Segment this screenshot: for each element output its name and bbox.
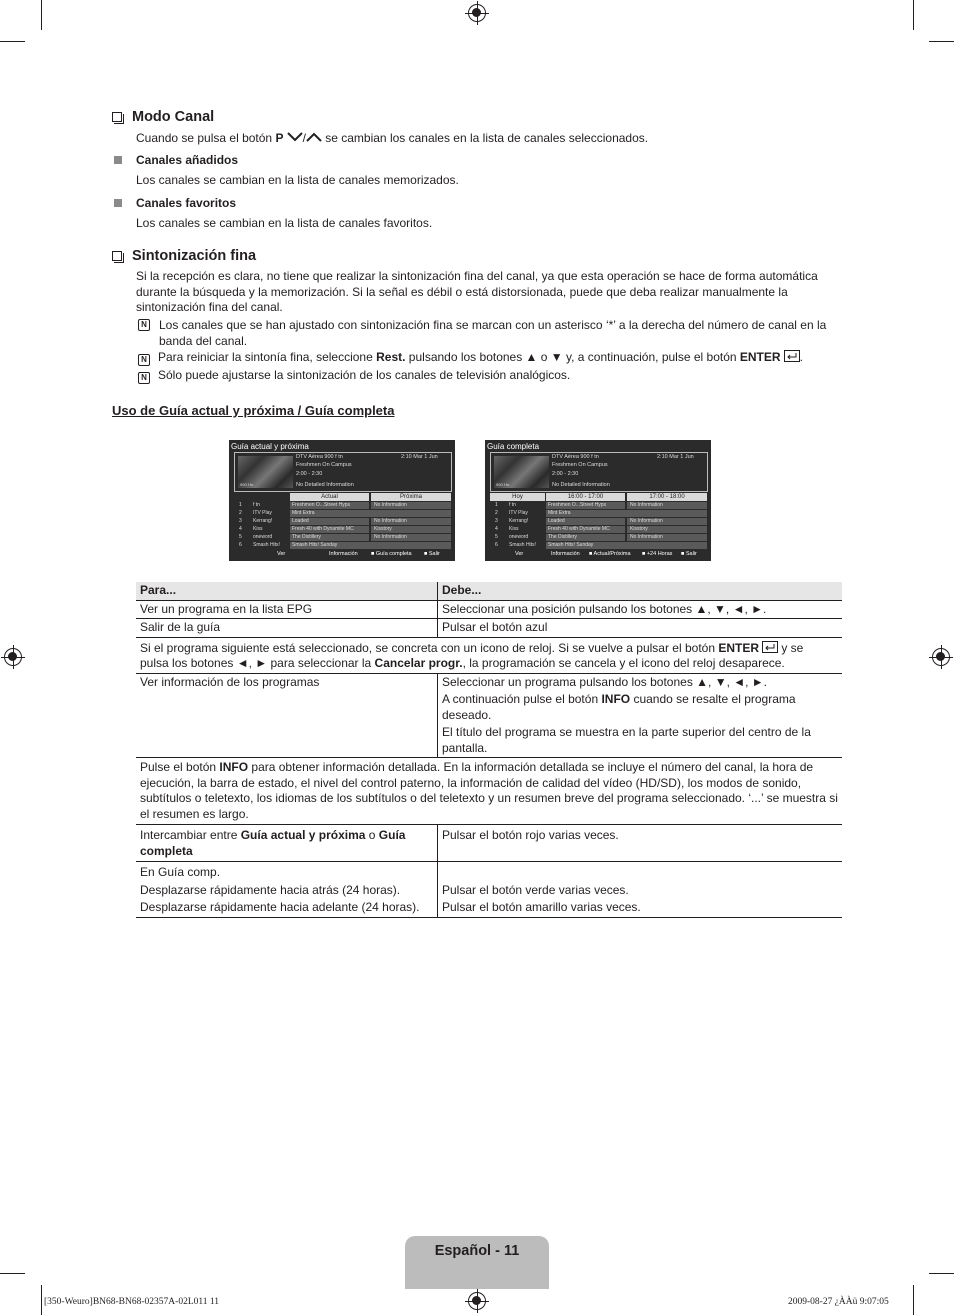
epg-cell-text: ITV Play <box>253 510 272 516</box>
epg-cell-text: ITV Play <box>509 510 528 516</box>
epg-footer: Ver Información ■ Actual/Próxima ■ +24 Horas ■ Salir <box>515 551 697 557</box>
crop-mark <box>0 1273 25 1274</box>
epg-title: Guía completa <box>487 442 540 451</box>
sintonizacion-heading: Sintonización fina <box>112 248 256 264</box>
crop-mark <box>913 0 914 30</box>
crop-mark <box>41 0 42 30</box>
epg-cell-text: Smash Hits! Sunday <box>548 542 594 548</box>
epg-cell-text: Mint Extra <box>548 510 571 516</box>
epg-cell-text: Smash Hits! Sunday <box>292 542 338 548</box>
epg-now-next-screenshot: Guía actual y próxima 900 f tn DTV Aérea 900 f tn 2:10 Mar 1 Jun Freshmen On Campus 2:00 - 2:30 No Detailed Information Actual Próxima 1 f tn Freshmen O...Street Hyps No Information 2 ITV Play Mint Extra 3 Kerrang! Loaded No Information 4 Kiss Fresh 40 with Dynamite MC Kisstory 5 oneword The Distillery No Information 6 Smash Hits! Smash Hits! Sunday Ver Información ■ Guía completa ■ Salir <box>229 440 455 561</box>
channel-up-icon <box>306 132 322 142</box>
table-header-row: Para... Debe... <box>136 582 842 600</box>
list-item-text: Los canales se cambian en la lista de canales memorizados. <box>136 173 459 187</box>
epg-cell-text: oneword <box>253 534 273 540</box>
enter-icon <box>784 350 800 362</box>
registration-mark-icon <box>468 1292 486 1310</box>
epg-channel-row <box>490 518 708 525</box>
epg-cell-text: No Information <box>374 534 407 540</box>
epg-cell-text: No Information <box>374 502 407 508</box>
epg-cell-text: f tn <box>253 502 260 508</box>
epg-cell-text: Freshmen O...Street Hyps <box>292 502 351 508</box>
epg-channel-row <box>234 502 452 509</box>
print-slug-right: 2009-08-27 ¿ÀÀü 9:07:05 <box>788 1297 889 1307</box>
list-item-text: Los canales se cambian en la lista de canales favoritos. <box>136 216 433 230</box>
epg-cell-text: 4 <box>495 526 498 532</box>
epg-cell-text: oneword <box>509 534 529 540</box>
guide-section-title: Uso de Guía actual y próxima / Guía completa <box>112 403 395 418</box>
epg-cell-text: 1 <box>495 502 498 508</box>
epg-cell-text: Kisstory <box>374 526 392 532</box>
epg-cell-text: 4 <box>239 526 242 532</box>
epg-channel-row <box>490 526 708 533</box>
bullet-icon <box>114 156 122 164</box>
list-item: Canales favoritos <box>114 196 236 212</box>
epg-channel-row <box>490 510 708 517</box>
note-icon: N <box>138 319 150 331</box>
checkbox-icon <box>112 251 122 261</box>
epg-cell-text: No Information <box>630 518 663 524</box>
epg-full-guide-screenshot: Guía completa 900 f tn DTV Aérea 900 f tn 2:10 Mar 1 Jun Freshmen On Campus 2:00 - 2:30 No Detailed Information Hoy 16:00 - 17:00 17:00 - 18:00 1 f tn Freshmen O...Street Hyps No Information 2 ITV Play Mint Extra 3 Kerrang! Loaded No Information 4 Kiss Fresh 40 with Dynamite MC Kisstory 5 oneword The Distillery No Information 6 Smash Hits! Smash Hits! Sunday Ver Información ■ Actual/Próxima ■ +24 Horas ■ Salir <box>485 440 711 561</box>
epg-channel-row <box>234 542 452 549</box>
epg-cell-text: 6 <box>495 542 498 548</box>
epg-footer: Ver Información ■ Guía completa ■ Salir <box>277 551 440 557</box>
epg-cell-text: Freshmen O...Street Hyps <box>548 502 607 508</box>
epg-info-panel: 900 f tn DTV Aérea 900 f tn 2:10 Mar 1 Jun Freshmen On Campus 2:00 - 2:30 No Detailed Information <box>234 452 452 492</box>
crop-mark <box>929 41 954 42</box>
print-slug-left: [350-Weuro]BN68-BN68-02357A-02L011 11 <box>44 1297 220 1307</box>
epg-channel-row <box>490 542 708 549</box>
epg-channel-row <box>490 502 708 509</box>
modo-canal-intro: Cuando se pulsa el botón P / se cambian los canales en la lista de canales seleccionados. <box>136 131 649 145</box>
table-row: Ver un programa en la lista EPG Seleccionar una posición pulsando los botones ▲, ▼, ◄, ►. <box>136 600 842 619</box>
epg-cell-text: 3 <box>495 518 498 524</box>
note-icon: N <box>138 354 150 366</box>
checkbox-icon <box>112 112 122 122</box>
epg-cell-text: 2 <box>239 510 242 516</box>
epg-channel-row <box>234 510 452 517</box>
epg-cell-text: No Information <box>630 502 663 508</box>
registration-mark-icon <box>932 648 950 666</box>
table-row: Intercambiar entre Guía actual y próxima o Guía completa Pulsar el botón rojo varias veces. <box>136 825 842 862</box>
crop-mark <box>929 1273 954 1274</box>
table-row: Pulse el botón INFO para obtener información detallada. En la información detallada se incluye el número del canal, la hora de ejecución, la barra de estado, el nivel del control paterno, la información de calidad del vídeo (HD/SD), los modos de sonido, subtítulos o teletexto, los idiomas de los subtítulos o del teletexto y un resumen breve del programa seleccionado. ‘...’ se muestra si el resumen es largo. <box>136 758 842 825</box>
registration-mark-icon <box>4 648 22 666</box>
epg-cell-text: 6 <box>239 542 242 548</box>
registration-mark-icon <box>468 4 486 22</box>
note: N Para reiniciar la sintonía fina, seleccione Rest. pulsando los botones ▲ o ▼ y, a continuación, pulse el botón ENTER . <box>138 350 842 366</box>
epg-cell-text: 5 <box>239 534 242 540</box>
epg-cell-text: Fresh 40 with Dynamite MC <box>548 526 610 532</box>
note-icon: N <box>138 372 150 384</box>
epg-cell-text: Fresh 40 with Dynamite MC <box>292 526 354 532</box>
epg-cell-text: Kiss <box>509 526 519 532</box>
epg-cell-text: Loaded <box>292 518 309 524</box>
note: N Sólo puede ajustarse la sintonización de los canales de televisión analógicos. <box>138 368 842 384</box>
epg-cell-text: Kisstory <box>630 526 648 532</box>
epg-channel-row <box>234 534 452 541</box>
epg-cell-text: No Information <box>374 518 407 524</box>
epg-cell-text: 2 <box>495 510 498 516</box>
epg-channel-row <box>490 534 708 541</box>
table-row: Ver información de los programas Seleccionar un programa pulsando los botones ▲, ▼, ◄, ►. A continuación pulse el botón INFO cuando se resalte el programa deseado. El título del programa se muestra en la parte superior del centro de la pantalla. <box>136 673 842 758</box>
epg-channel-row <box>234 518 452 525</box>
bullet-icon <box>114 199 122 207</box>
epg-cell-text: No Information <box>630 534 663 540</box>
epg-info-panel: 900 f tn DTV Aérea 900 f tn 2:10 Mar 1 Jun Freshmen On Campus 2:00 - 2:30 No Detailed Information <box>490 452 708 492</box>
epg-cell-text: 3 <box>239 518 242 524</box>
crop-mark <box>41 1285 42 1315</box>
sintonizacion-paragraph: Si la recepción es clara, no tiene que realizar la sintonización fina del canal, ya que esta operación se hace de forma automática durante la búsqueda y la memorización. Si la señal es débil o está distorsionada, puede que deba realizar manualmente la sintonización fina del canal. <box>136 269 818 314</box>
enter-icon <box>762 641 778 653</box>
epg-cell-text: 1 <box>239 502 242 508</box>
page-number: Español - 11 <box>434 1243 520 1259</box>
epg-cell-text: Smash Hits! <box>253 542 280 548</box>
epg-title: Guía actual y próxima <box>231 442 309 451</box>
epg-cell-text: Mint Extra <box>292 510 315 516</box>
page-number-tab <box>405 1236 549 1289</box>
epg-cell-text: The Distillery <box>548 534 577 540</box>
epg-cell-text: f tn <box>509 502 516 508</box>
guide-actions-table <box>136 582 842 918</box>
epg-cell-text: Kiss <box>253 526 263 532</box>
note: N Los canales que se han ajustado con sintonización fina se marcan con un asterisco ‘*’ a la derecha del número de canal en la banda del canal. <box>138 318 842 349</box>
epg-cell-text: Loaded <box>548 518 565 524</box>
table-row: Si el programa siguiente está seleccionado, se concreta con un icono de reloj. Si se vuelve a pulsar el botón ENTER y se pulsa los botones ◄, ► para seleccionar la Cancelar progr., la programación se cancela y el icono del reloj desaparece. <box>136 637 842 673</box>
epg-cell-text: The Distillery <box>292 534 321 540</box>
table-row: En Guía comp. Desplazarse rápidamente hacia atrás (24 horas). Desplazarse rápidamente hacia adelante (24 horas). Pulsar el botón verde varias veces. Pulsar el botón amarillo varias veces. <box>136 862 842 918</box>
crop-mark <box>913 1285 914 1315</box>
list-item: Canales añadidos <box>114 153 238 169</box>
channel-down-icon <box>287 132 303 142</box>
epg-channel-row <box>234 526 452 533</box>
crop-mark <box>0 41 25 42</box>
epg-cell-text: Smash Hits! <box>509 542 536 548</box>
modo-canal-heading: Modo Canal <box>112 109 214 125</box>
table-row: Salir de la guía Pulsar el botón azul <box>136 619 842 638</box>
epg-cell-text: Kerrang! <box>253 518 273 524</box>
epg-cell-text: 5 <box>495 534 498 540</box>
epg-cell-text: Kerrang! <box>509 518 529 524</box>
